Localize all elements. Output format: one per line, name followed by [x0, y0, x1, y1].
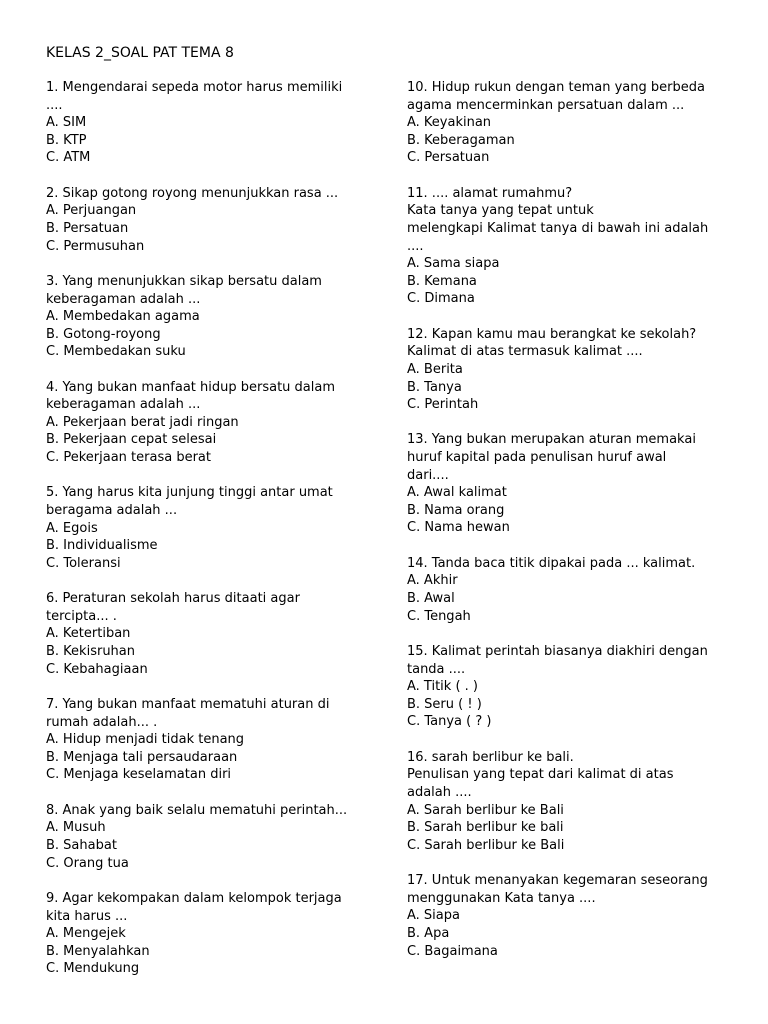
answer-option: C. Toleransi: [46, 555, 121, 571]
question-block: [46, 273, 376, 361]
answer-option: C. Nama hewan: [407, 520, 510, 536]
question-text: 17. Untuk menanyakan kegemaran seseorang menggunakan Kata tanya ....: [407, 873, 708, 906]
question-block: [46, 890, 376, 978]
answer-option: A. Awal kalimat: [407, 485, 507, 501]
answer-option: A. Sarah berlibur ke Bali: [407, 802, 564, 818]
question-text: 5. Yang harus kita junjung tinggi antar umat beragama adalah ...: [46, 485, 333, 519]
question-text: 7. Yang bukan manfaat mematuhi aturan di rumah adalah... .: [46, 697, 330, 730]
question-text: 9. Agar kekompakan dalam kelompok terjaga kita harus ...: [46, 890, 342, 924]
question-text: 1. Mengendarai sepeda motor harus memiliki ....: [46, 80, 343, 113]
answer-option: B. Seru ( ! ): [407, 696, 482, 712]
question-block: [407, 326, 737, 414]
answer-option: A. Pekerjaan berat jadi ringan: [46, 414, 239, 430]
answer-option: C. Orang tua: [46, 855, 129, 871]
answer-option: C. Kebahagiaan: [46, 661, 148, 677]
question-block: [46, 590, 376, 678]
answer-option: B. Sahabat: [46, 837, 117, 853]
answer-option: C. Menjaga keselamatan diri: [46, 767, 232, 783]
answer-option: B. Menyalahkan: [46, 943, 150, 959]
answer-option: B. Pekerjaan cepat selesai: [46, 432, 217, 448]
answer-option: B. KTP: [46, 132, 87, 148]
answer-option: A. Siapa: [407, 908, 460, 924]
question-block: [407, 749, 737, 855]
answer-option: B. Nama orang: [407, 502, 505, 518]
question-block: [407, 79, 737, 167]
answer-option: C. Membedakan suku: [46, 344, 186, 360]
question-text: 8. Anak yang baik selalu mematuhi perintah...: [46, 802, 348, 818]
answer-option: A. Egois: [46, 520, 98, 536]
question-block: [46, 379, 376, 467]
page-title: KELAS 2_SOAL PAT TEMA 8: [46, 45, 234, 61]
answer-option: B. Kemana: [407, 273, 477, 289]
answer-option: B. Kekisruhan: [46, 644, 136, 660]
question-text: 4. Yang bukan manfaat hidup bersatu dalam keberagaman adalah ...: [46, 379, 336, 413]
answer-option: B. Apa: [407, 925, 450, 941]
question-block: [46, 79, 376, 167]
answer-option: B. Persatuan: [46, 220, 129, 236]
question-text: 14. Tanda baca titik dipakai pada ... kalimat.: [407, 555, 696, 571]
question-text: 16. sarah berlibur ke bali. Penulisan yang tepat dari kalimat di atas adalah ....: [407, 749, 674, 800]
question-block: [407, 643, 737, 731]
question-block: [407, 872, 737, 960]
left-question-column: [46, 79, 376, 996]
answer-option: B. Sarah berlibur ke bali: [407, 820, 564, 836]
question-block: [46, 696, 376, 784]
answer-option: C. ATM: [46, 150, 91, 166]
question-text: 12. Kapan kamu mau berangkat ke sekolah? Kalimat di atas termasuk kalimat ....: [407, 326, 697, 360]
question-block: [46, 185, 376, 255]
answer-option: A. Hidup menjadi tidak tenang: [46, 732, 245, 748]
question-block: [407, 431, 737, 537]
answer-option: A. Sama siapa: [407, 256, 500, 272]
answer-option: C. Tanya ( ? ): [407, 714, 492, 730]
answer-option: C. Mendukung: [46, 961, 140, 977]
right-question-column: [407, 79, 737, 978]
answer-option: C. Dimana: [407, 291, 475, 307]
question-block: [46, 802, 376, 872]
answer-option: A. Keyakinan: [407, 115, 492, 131]
question-block: [46, 484, 376, 572]
answer-option: C. Persatuan: [407, 150, 490, 166]
answer-option: A. Musuh: [46, 820, 106, 836]
answer-option: C. Perintah: [407, 397, 479, 413]
question-text: 10. Hidup rukun dengan teman yang berbeda agama mencerminkan persatuan dalam ...: [407, 80, 705, 113]
question-text: 3. Yang menunjukkan sikap bersatu dalam keberagaman adalah ...: [46, 273, 322, 307]
answer-option: B. Menjaga tali persaudaraan: [46, 749, 238, 765]
answer-option: A. SIM: [46, 115, 87, 131]
answer-option: B. Awal: [407, 591, 455, 607]
question-text: 11. .... alamat rumahmu? Kata tanya yang tepat untuk melengkapi Kalimat tanya di bawah ini adalah ....: [407, 185, 709, 254]
answer-option: C. Pekerjaan terasa berat: [46, 450, 211, 466]
question-block: [407, 555, 737, 625]
answer-option: A. Berita: [407, 361, 463, 377]
answer-option: A. Membedakan agama: [46, 309, 200, 325]
answer-option: A. Ketertiban: [46, 626, 131, 642]
answer-option: B. Gotong-royong: [46, 326, 161, 342]
question-text: 15. Kalimat perintah biasanya diakhiri dengan tanda ....: [407, 644, 708, 677]
question-block: [407, 185, 737, 308]
answer-option: A. Akhir: [407, 573, 458, 589]
answer-option: B. Tanya: [407, 379, 462, 395]
question-text: 2. Sikap gotong royong menunjukkan rasa ...: [46, 185, 339, 201]
answer-option: B. Keberagaman: [407, 132, 515, 148]
answer-option: A. Mengejek: [46, 926, 126, 942]
answer-option: B. Individualisme: [46, 538, 158, 554]
answer-option: C. Permusuhan: [46, 238, 145, 254]
answer-option: C. Bagaimana: [407, 943, 498, 959]
answer-option: A. Titik ( . ): [407, 679, 478, 695]
answer-option: C. Tengah: [407, 608, 471, 624]
answer-option: A. Perjuangan: [46, 203, 137, 219]
question-text: 13. Yang bukan merupakan aturan memakai huruf kapital pada penulisan huruf awal dari....: [407, 432, 696, 483]
question-text: 6. Peraturan sekolah harus ditaati agar tercipta... .: [46, 591, 300, 624]
answer-option: C. Sarah berlibur ke Bali: [407, 837, 565, 853]
